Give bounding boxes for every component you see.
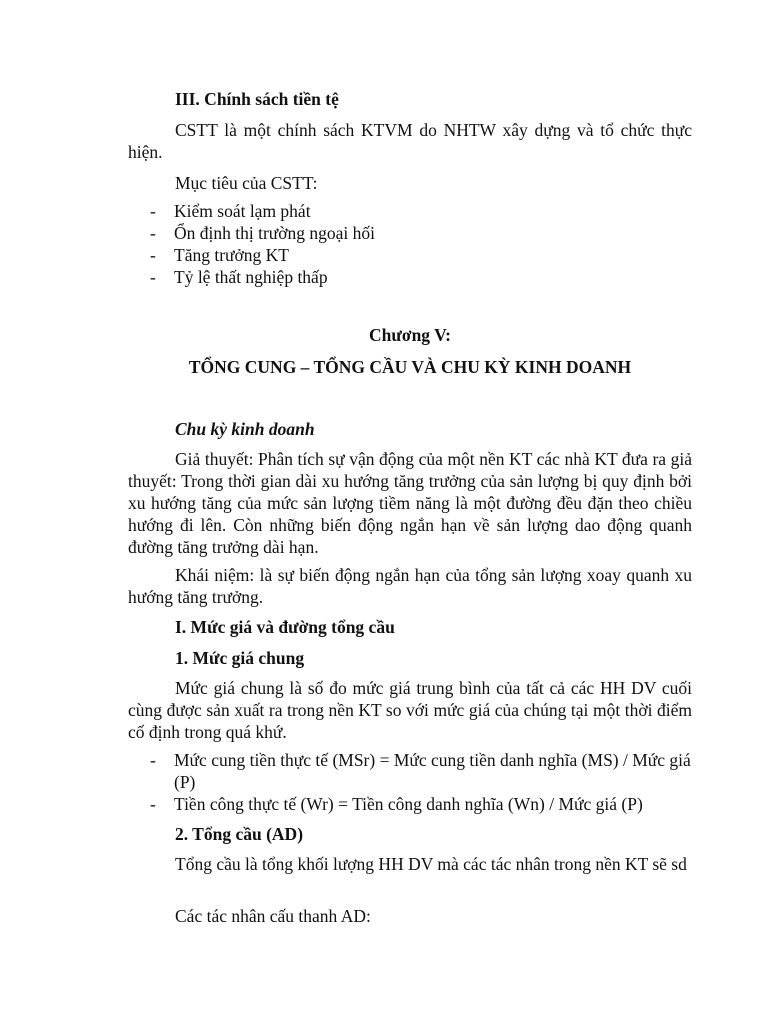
dash-bullet: - — [150, 794, 156, 814]
dash-bullet: - — [150, 201, 156, 221]
paragraph-aggregate-demand: Tổng cầu là tổng khối lượng HH DV mà các tác nhân trong nền KT sẽ sd — [175, 854, 687, 874]
dash-bullet: - — [150, 267, 156, 287]
section-heading-price-level: I. Mức giá và đường tổng cầu — [175, 617, 395, 637]
subheading-aggregate-demand: 2. Tổng cầu (AD) — [175, 824, 304, 844]
list-item: - Mức cung tiền thực tế (MSr) = Mức cung tiền danh nghĩa (MS) / Mức giá (P) — [150, 750, 691, 792]
list-item: - Ổn định thị trường ngoại hối — [150, 223, 376, 243]
section-heading-business-cycle: Chu kỳ kinh doanh — [175, 419, 315, 439]
paragraph-concept: Khái niệm: là sự biến động ngắn hạn của tổng sản lượng xoay quanh xu hướng tăng trưởng. — [128, 565, 692, 607]
list-cstt-goals — [128, 200, 692, 288]
subheading-general-price-level: 1. Mức giá chung — [175, 648, 305, 668]
list-item: - Tiền công thực tế (Wr) = Tiền công danh nghĩa (Wn) / Mức giá (P) — [150, 794, 643, 814]
list-real-values — [128, 749, 692, 815]
list-item: - Kiểm soát lạm phát — [150, 201, 311, 221]
paragraph-cstt-goals-intro: Mục tiêu của CSTT: — [175, 173, 318, 193]
paragraph-general-price-level: Mức giá chung là số đo mức giá trung bình của tất cả các HH DV cuối cùng được sản xuất ra trong nền KT so với mức giá của chúng tại một thời điểm cố định trong quá khứ. — [128, 678, 692, 742]
dash-bullet: - — [150, 223, 156, 243]
paragraph-ad-components-intro: Các tác nhân cấu thanh AD: — [175, 906, 371, 926]
list-item: - Tăng trưởng KT — [150, 245, 289, 265]
list-item: - Tỷ lệ thất nghiệp thấp — [150, 267, 328, 287]
chapter-label: Chương V: — [369, 325, 451, 345]
paragraph-cstt-definition: CSTT là một chính sách KTVM do NHTW xây dựng và tổ chức thực hiện. — [128, 120, 692, 162]
chapter-title: TỔNG CUNG – TỔNG CẦU VÀ CHU KỲ KINH DOANH — [188, 357, 632, 377]
paragraph-hypothesis: Giả thuyết: Phân tích sự vận động của một nền KT các nhà KT đưa ra giả thuyết: Trong thời gian dài xu hướng tăng trưởng của sản lượng bị quy định bởi xu hướng tăng của mức sản lượng tiềm năng là một đường đều đặn theo chiều hướng đi lên. Còn những biến động ngắn hạn về sản lượng dao động quanh đường tăng trưởng dài hạn. — [128, 449, 692, 557]
section-heading-monetary-policy: III. Chính sách tiền tệ — [175, 89, 339, 109]
dash-bullet: - — [150, 750, 156, 770]
dash-bullet: - — [150, 245, 156, 265]
